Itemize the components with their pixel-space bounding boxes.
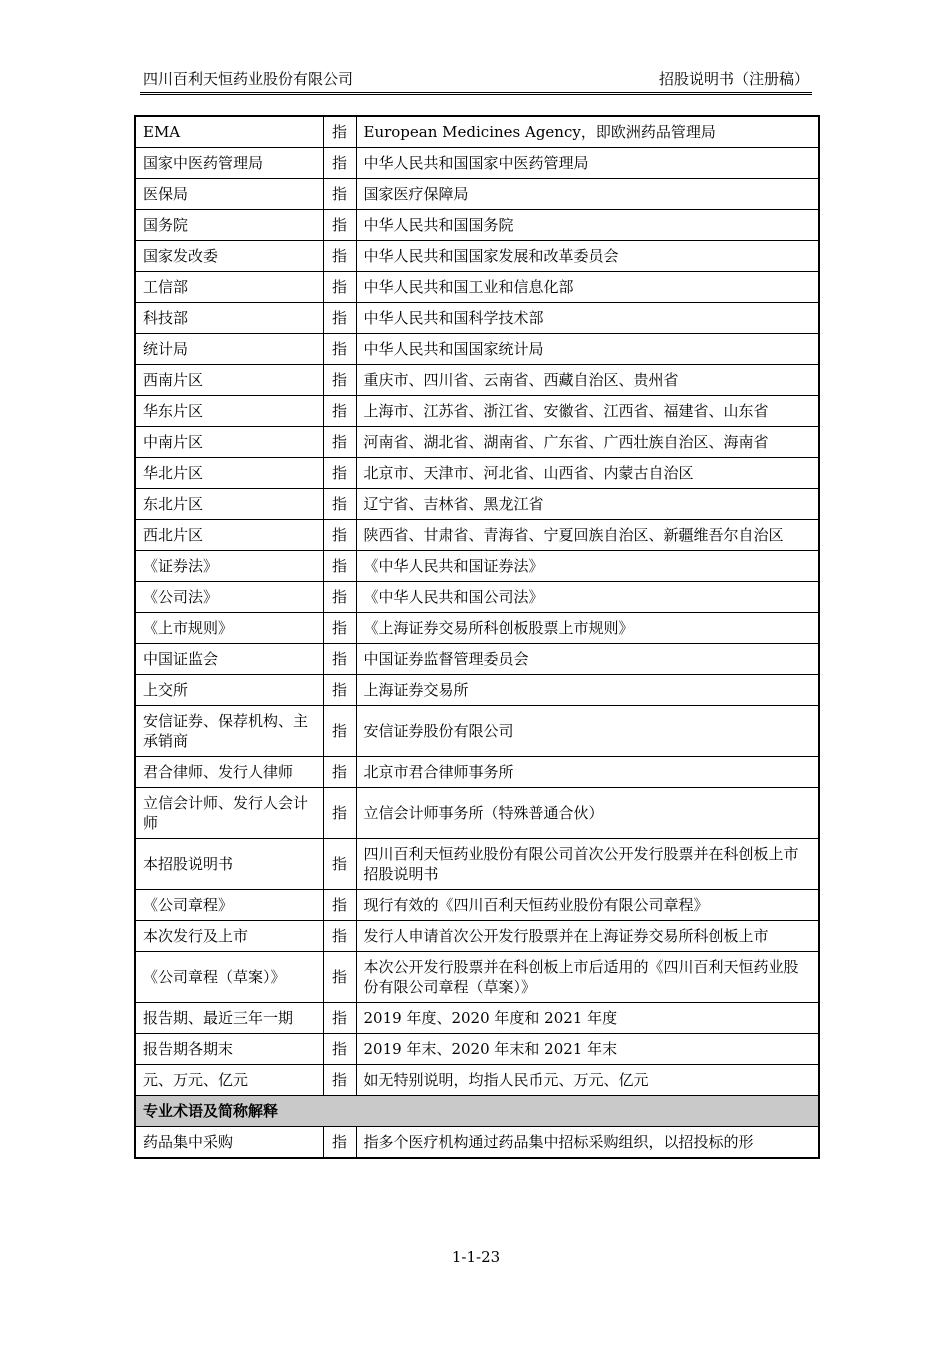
term-cell: 西南片区 <box>135 365 323 396</box>
term-cell: 工信部 <box>135 272 323 303</box>
table-row <box>135 116 819 148</box>
definition-cell: 《中华人民共和国公司法》 <box>356 582 819 613</box>
term-cell: 安信证券、保荐机构、主承销商 <box>135 706 323 757</box>
table-row <box>135 396 819 427</box>
pointer-cell: 指 <box>323 489 356 520</box>
pointer-cell: 指 <box>323 551 356 582</box>
definition-cell: 重庆市、四川省、云南省、西藏自治区、贵州省 <box>356 365 819 396</box>
pointer-cell: 指 <box>323 148 356 179</box>
pointer-cell: 指 <box>323 272 356 303</box>
pointer-cell: 指 <box>323 116 356 148</box>
table-row <box>135 757 819 788</box>
document-title: 招股说明书（注册稿） <box>658 70 809 88</box>
table-row <box>135 520 819 551</box>
term-cell: 西北片区 <box>135 520 323 551</box>
table-row <box>135 551 819 582</box>
table-row <box>135 334 819 365</box>
definition-cell: 指多个医疗机构通过药品集中招标采购组织，以招投标的形 <box>356 1127 819 1159</box>
company-name: 四川百利天恒药业股份有限公司 <box>143 70 354 88</box>
table-row <box>135 1003 819 1034</box>
page-header <box>140 66 812 93</box>
term-cell: 上交所 <box>135 675 323 706</box>
term-cell: 科技部 <box>135 303 323 334</box>
definition-cell: 上海市、江苏省、浙江省、安徽省、江西省、福建省、山东省 <box>356 396 819 427</box>
table-row <box>135 788 819 839</box>
pointer-cell: 指 <box>323 952 356 1003</box>
table-row <box>135 675 819 706</box>
table-row <box>135 427 819 458</box>
pointer-cell: 指 <box>323 890 356 921</box>
pointer-cell: 指 <box>323 675 356 706</box>
section-title: 专业术语及简称解释 <box>135 1096 819 1127</box>
definition-cell: 现行有效的《四川百利天恒药业股份有限公司章程》 <box>356 890 819 921</box>
term-cell: 本招股说明书 <box>135 839 323 890</box>
definition-cell: 2019 年度、2020 年度和 2021 年度 <box>356 1003 819 1034</box>
table-row <box>135 706 819 757</box>
term-cell: 元、万元、亿元 <box>135 1065 323 1096</box>
definition-cell: 四川百利天恒药业股份有限公司首次公开发行股票并在科创板上市招股说明书 <box>356 839 819 890</box>
pointer-cell: 指 <box>323 210 356 241</box>
term-cell: 统计局 <box>135 334 323 365</box>
definition-cell: 北京市、天津市、河北省、山西省、内蒙古自治区 <box>356 458 819 489</box>
definition-cell: European Medicines Agency，即欧洲药品管理局 <box>356 116 819 148</box>
term-cell: 报告期各期末 <box>135 1034 323 1065</box>
table-row <box>135 921 819 952</box>
table-row <box>135 890 819 921</box>
term-cell: 医保局 <box>135 179 323 210</box>
definition-cell: 国家医疗保障局 <box>356 179 819 210</box>
term-cell: 中国证监会 <box>135 644 323 675</box>
definition-cell: 中华人民共和国科学技术部 <box>356 303 819 334</box>
definition-cell: 发行人申请首次公开发行股票并在上海证券交易所科创板上市 <box>356 921 819 952</box>
definition-cell: 2019 年末、2020 年末和 2021 年末 <box>356 1034 819 1065</box>
term-cell: 华北片区 <box>135 458 323 489</box>
page-number: 1-1-23 <box>451 1248 501 1266</box>
definition-cell: 《中华人民共和国证券法》 <box>356 551 819 582</box>
term-cell: 君合律师、发行人律师 <box>135 757 323 788</box>
definition-cell: 上海证券交易所 <box>356 675 819 706</box>
definition-cell: 立信会计师事务所（特殊普通合伙） <box>356 788 819 839</box>
definition-cell: 中华人民共和国工业和信息化部 <box>356 272 819 303</box>
table-row <box>135 303 819 334</box>
table-row <box>135 839 819 890</box>
table-row <box>135 148 819 179</box>
definition-cell: 河南省、湖北省、湖南省、广东省、广西壮族自治区、海南省 <box>356 427 819 458</box>
pointer-cell: 指 <box>323 1003 356 1034</box>
pointer-cell: 指 <box>323 241 356 272</box>
pointer-cell: 指 <box>323 303 356 334</box>
pointer-cell: 指 <box>323 1065 356 1096</box>
pointer-cell: 指 <box>323 396 356 427</box>
term-cell: 《上市规则》 <box>135 613 323 644</box>
term-cell: 本次发行及上市 <box>135 921 323 952</box>
definitions-table <box>134 115 820 1159</box>
term-cell: 国家中医药管理局 <box>135 148 323 179</box>
table-row <box>135 1127 819 1159</box>
pointer-cell: 指 <box>323 427 356 458</box>
table-row <box>135 1034 819 1065</box>
definition-cell: 中华人民共和国国家中医药管理局 <box>356 148 819 179</box>
table-row <box>135 613 819 644</box>
definition-cell: 本次公开发行股票并在科创板上市后适用的《四川百利天恒药业股份有限公司章程（草案）》 <box>356 952 819 1003</box>
term-cell: 《公司章程（草案）》 <box>135 952 323 1003</box>
definition-cell: 辽宁省、吉林省、黑龙江省 <box>356 489 819 520</box>
table-row <box>135 365 819 396</box>
pointer-cell: 指 <box>323 179 356 210</box>
term-cell: 国务院 <box>135 210 323 241</box>
term-cell: 《公司法》 <box>135 582 323 613</box>
header-rule <box>140 94 812 95</box>
term-cell: 《证券法》 <box>135 551 323 582</box>
definition-cell: 中华人民共和国国家统计局 <box>356 334 819 365</box>
definition-cell: 安信证券股份有限公司 <box>356 706 819 757</box>
pointer-cell: 指 <box>323 1034 356 1065</box>
term-cell: 国家发改委 <box>135 241 323 272</box>
table-row <box>135 952 819 1003</box>
definition-cell: 中华人民共和国国务院 <box>356 210 819 241</box>
table-row <box>135 241 819 272</box>
table-row <box>135 644 819 675</box>
term-cell: 东北片区 <box>135 489 323 520</box>
table-row <box>135 489 819 520</box>
table-row <box>135 458 819 489</box>
pointer-cell: 指 <box>323 757 356 788</box>
definitions-table-wrap <box>134 115 818 1159</box>
pointer-cell: 指 <box>323 1127 356 1159</box>
pointer-cell: 指 <box>323 788 356 839</box>
pointer-cell: 指 <box>323 706 356 757</box>
section-header-row <box>135 1096 819 1127</box>
term-cell: 报告期、最近三年一期 <box>135 1003 323 1034</box>
table-row <box>135 210 819 241</box>
pointer-cell: 指 <box>323 839 356 890</box>
pointer-cell: 指 <box>323 520 356 551</box>
pointer-cell: 指 <box>323 613 356 644</box>
term-cell: 中南片区 <box>135 427 323 458</box>
definition-cell: 如无特别说明，均指人民币元、万元、亿元 <box>356 1065 819 1096</box>
definition-cell: 《上海证券交易所科创板股票上市规则》 <box>356 613 819 644</box>
term-cell: 《公司章程》 <box>135 890 323 921</box>
pointer-cell: 指 <box>323 458 356 489</box>
term-cell: 立信会计师、发行人会计师 <box>135 788 323 839</box>
definition-cell: 陕西省、甘肃省、青海省、宁夏回族自治区、新疆维吾尔自治区 <box>356 520 819 551</box>
pointer-cell: 指 <box>323 644 356 675</box>
term-cell: 华东片区 <box>135 396 323 427</box>
table-row <box>135 582 819 613</box>
definition-cell: 中华人民共和国国家发展和改革委员会 <box>356 241 819 272</box>
definition-cell: 中国证券监督管理委员会 <box>356 644 819 675</box>
term-cell: 药品集中采购 <box>135 1127 323 1159</box>
table-row <box>135 1065 819 1096</box>
pointer-cell: 指 <box>323 334 356 365</box>
table-row <box>135 272 819 303</box>
definitions-table-body <box>135 116 819 1158</box>
term-cell: EMA <box>135 116 323 148</box>
table-row <box>135 179 819 210</box>
pointer-cell: 指 <box>323 921 356 952</box>
pointer-cell: 指 <box>323 582 356 613</box>
pointer-cell: 指 <box>323 365 356 396</box>
definition-cell: 北京市君合律师事务所 <box>356 757 819 788</box>
